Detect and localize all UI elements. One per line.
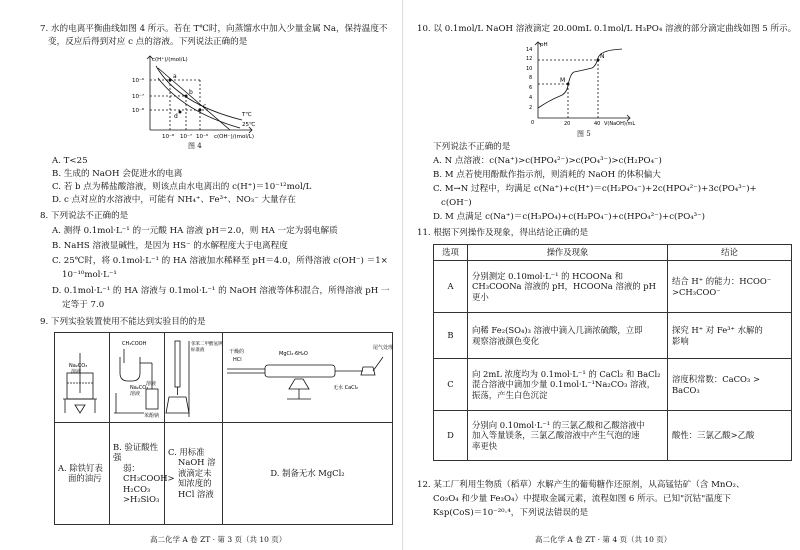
q11-row-c-op-line3: 振荡，产生白色沉淀 [472, 389, 548, 400]
q11-row-c-operation [468, 359, 668, 411]
q9-caption-a-line2: 面的油污 [68, 473, 102, 483]
q9-b-label2: Na₂CO₃ [130, 385, 149, 391]
q8-option-c: C. 25℃时，将 0.1mol·L⁻¹ 的 HA 溶液加水稀释至 pH＝4.0，所得溶液 c(OH⁻) ＝1× [52, 256, 388, 266]
q9-b-label4: 苯酚钠 [144, 413, 160, 419]
q7-y-label: c(H⁺)/(mol/L) [152, 57, 188, 63]
table-row [434, 359, 792, 411]
q11-row-b-operation [468, 313, 668, 359]
q10-titration-figure [520, 38, 640, 130]
q7-stem-line1: 7. 水的电离平衡曲线如图 4 所示。若在 T℃时，向蒸馏水中加入少量金属 Na，保持温度不 [40, 24, 388, 34]
q9-d-label5: 尾气处理 [373, 345, 394, 351]
q9-b-label5: 溶液 [146, 381, 157, 387]
q11-row-a-con-line1: 结合 H⁺ 的能力：HCOO⁻ [672, 276, 772, 286]
q11-row-d-con-line1: 酸性：三氯乙酸>乙酸 [672, 430, 755, 441]
q11-row-a-operation [468, 261, 668, 313]
q8-option-a: A. 测得 0.1mol·L⁻¹ 的一元酸 HA 溶液 pH＝2.0，则 HA 一定为弱电解质 [52, 226, 338, 236]
q11-row-b-conclusion [668, 313, 792, 359]
q9-d-label3: MgCl₂·6H₂O [279, 351, 308, 357]
q7-option-b: B. 生成的 NaOH 会促进水的电离 [52, 169, 183, 179]
q10-caption: 图 5 [577, 130, 591, 138]
q11-row-b-op-line2: 观察溶液颜色变化 [472, 335, 539, 346]
page-divider [402, 0, 403, 550]
q10-curve [538, 49, 622, 108]
q9-d-label4: 无水 CaCl₂ [333, 385, 359, 391]
q11-row-a-conclusion [668, 261, 792, 313]
q9-apparatus-table [54, 332, 393, 525]
q11-row-b-con-line2: 影响 [672, 335, 689, 346]
q8-stem: 8. 下列说法不正确的是 [40, 211, 129, 221]
q10-xtick-20: 20 [564, 121, 571, 127]
q11-stem: 11. 根据下列操作及现象，得出结论正确的是 [417, 228, 589, 238]
q7-point-c: c [203, 103, 207, 110]
q7-label-25: 25℃ [242, 122, 256, 128]
q9-b-label1: CH₃COOH [122, 341, 147, 347]
q8-option-b: B. NaHS 溶液显碱性，是因为 HS⁻ 的水解程度大于电离程度 [52, 241, 288, 251]
q8-option-c-cont: 10⁻¹⁰mol·L⁻¹ [62, 270, 117, 280]
q7-tick-x0: 10⁻⁸ [162, 134, 175, 140]
q9-stem: 9. 下列实验装置使用不能达到实验目的的是 [40, 317, 206, 327]
q8-option-d: D. 0.1mol·L⁻¹ 的 HA 溶液与 0.1mol·L⁻¹ 的 NaOH 溶液等体积混合，所得溶液 pH 一 [52, 286, 390, 296]
q10-option-c: C. M→N 过程中，均满足 c(Na⁺)+c(H⁺)＝c(H₂PO₄⁻)+2c(HPO₄²⁻)+3c(PO₄³⁻)+ [433, 184, 757, 194]
right-page [405, 0, 800, 550]
q10-option-c-cont: c(OH⁻) [441, 198, 472, 208]
q8-option-d-cont: 定等于 7.0 [62, 300, 105, 310]
table-row [434, 411, 792, 461]
q11-row-c-con-line1: 溶度积常数：CaCO₃ > [672, 374, 760, 384]
table-row [434, 261, 792, 313]
q10-ytick-10: 10 [526, 66, 533, 72]
q9-a-beaker-drawing [55, 333, 109, 419]
q9-apparatus-a [55, 333, 110, 423]
q9-apparatus-b [110, 333, 165, 423]
q7-tick-y0: 10⁻⁶ [132, 78, 145, 84]
q12-line3: Ksp(CoS)＝10⁻²⁰·⁴，下列说法错误的是 [433, 508, 589, 518]
left-footer: 高二化学 A 卷 ZT · 第 3 页（共 10 页） [150, 534, 287, 544]
q11-row-c-op-line1: 向 2mL 浓度均为 0.1mol·L⁻¹ 的 CaCl₂ 和 BaCl₂ [472, 368, 661, 379]
q10-y-label: pH [540, 42, 548, 48]
q9-b-label3: 溶液 [130, 391, 141, 397]
q11-row-d-option: D [434, 411, 468, 461]
q7-figure [130, 52, 270, 140]
q9-d-label2: HCl [233, 357, 242, 363]
q10-ytick-0: 0 [531, 120, 535, 126]
q9-c-label2: 标准液 [191, 348, 205, 353]
q9-d-apparatus-drawing [223, 333, 394, 419]
q9-caption-a [55, 422, 110, 524]
q11-row-b-option: B [434, 313, 468, 359]
q9-a-label1: Na₂CO₃ [69, 363, 88, 369]
q9-caption-c-line3: 液滴定未 [178, 467, 212, 478]
q9-caption-c-line5: HCl 溶液 [178, 488, 214, 499]
q10-ytick-6: 6 [529, 85, 533, 91]
q9-caption-b-line3: CH₃COOH> [123, 473, 175, 483]
q9-caption-c-line2: NaOH 溶 [178, 457, 216, 468]
q9-caption-b [110, 422, 175, 524]
q10-ytick-2: 2 [529, 105, 533, 111]
q10-intro: 下列说法不正确的是 [433, 142, 511, 152]
q9-caption-a-line1: A. 除铁钉表 [58, 462, 103, 473]
right-footer: 高二化学 A 卷 ZT · 第 4 页（共 10 页） [535, 534, 672, 544]
q11-header-row [434, 245, 792, 261]
q11-header-option: 选项 [434, 245, 468, 261]
q7-point-a: a [173, 73, 177, 80]
q11-header-operation: 操作及现象 [468, 245, 668, 261]
q11-row-a-con-line2: >CH₃COO⁻ [672, 286, 721, 297]
q11-row-d-operation [468, 411, 668, 461]
q9-d-label1: 干燥的 [229, 349, 245, 355]
q7-tick-x2: 10⁻⁶ [196, 134, 209, 140]
q9-caption-b-line2: 弱： [123, 462, 140, 473]
q9-caption-b-line1: B. 验证酸性强 [113, 441, 158, 462]
q9-caption-d-line1: D. 制备无水 MgCl₂ [270, 467, 345, 478]
q10-x-label: V(NaOH)/mL [604, 121, 636, 127]
q9-caption-c-line4: 知浓度的 [178, 478, 212, 489]
q11-row-b-con-line1: 探究 H⁺ 对 Fe³⁺ 水解的 [672, 325, 763, 335]
q10-ytick-12: 12 [526, 56, 533, 62]
q9-b-apparatus-drawing [110, 333, 164, 419]
q7-point-d: d [174, 113, 178, 120]
q11-row-a-option: A [434, 261, 468, 313]
q9-caption-b-line5: >H₂SiO₃ [123, 494, 160, 504]
q10-ytick-4: 4 [529, 95, 533, 101]
q12-line2: Co₃O₄ 和少量 Fe₃O₄）中提取金属元素，流程如图 6 所示。已知"沉钴"温度下 [433, 494, 731, 504]
q11-row-d-op-line1: 分别向 0.10mol·L⁻¹ 的三氯乙酸和乙酸溶液中 [472, 419, 645, 430]
q10-stem: 10. 以 0.1mol/L NaOH 溶液滴定 20.00mL 0.1mol/L H₃PO₄ 溶液的部分滴定曲线如图 5 所示。 [417, 24, 797, 34]
q11-row-d-op-line3: 率更快 [472, 440, 498, 451]
q11-row-b-op-line1: 向稀 Fe₂(SO₄)₃ 溶液中滴入几滴浓硫酸，立即 [472, 325, 643, 335]
q10-point-n: N [600, 53, 605, 60]
q11-row-c-conclusion [668, 359, 792, 411]
q7-option-d: D. c 点对应的水溶液中，可能有 NH₄⁺、Fe³⁺、NO₃⁻ 大量存在 [52, 195, 296, 205]
q11-row-d-op-line2: 加入等量镁条，三氯乙酸溶液中产生气泡的速 [472, 430, 640, 441]
q7-point-b: b [189, 89, 193, 96]
q7-diagonal [158, 68, 230, 130]
q10-option-a: A. N 点溶液：c(Na⁺)>c(HPO₄²⁻)>c(PO₄³⁻)>c(H₂PO₄⁻) [433, 156, 662, 166]
q10-ytick-14: 14 [526, 47, 533, 53]
q9-caption-d [223, 422, 393, 524]
q9-c-burette-drawing [165, 333, 221, 419]
q11-row-c-option: C [434, 359, 468, 411]
q7-tick-y1: 10⁻⁷ [132, 94, 145, 100]
q9-apparatus-d [223, 333, 393, 423]
q12-line1: 12. 某工厂利用生物质（稻草）水解产生的葡萄糖作还原剂，从高锰钴矿（含 MnO₂、 [417, 480, 745, 490]
q10-xtick-40: 40 [594, 121, 601, 127]
q7-tick-x1: 10⁻⁷ [180, 134, 193, 140]
q9-caption-b-line4: H₂CO₃ [123, 483, 151, 494]
q11-header-conclusion: 结论 [668, 245, 792, 261]
q10-ytick-8: 8 [529, 75, 533, 81]
q10-point-m: M [560, 77, 566, 84]
q9-a-label2: 溶液 [71, 369, 82, 375]
q9-c-label1: 邻苯二甲酸氢钾 [191, 342, 223, 347]
q11-row-c-op-line2: 混合溶液中滴加少量 0.1mol·L⁻¹Na₂CO₃ 溶液， [472, 379, 656, 390]
q7-tick-y2: 10⁻⁸ [132, 108, 145, 114]
q10-option-b: B. M 点若使用酚酞作指示剂，则消耗的 NaOH 的体积偏大 [433, 170, 661, 180]
q11-row-a-op-line2: CH₃COONa 溶液的 pH，HCOONa 溶液的 pH [472, 281, 656, 292]
q9-caption-c-line1: C. 用标准 [168, 446, 205, 457]
q7-stem-line2: 变，反应后得到对应 c 点的溶液。下列说法正确的是 [48, 37, 248, 47]
table-row [434, 313, 792, 359]
q11-row-c-con-line2: BaCO₃ [672, 384, 700, 395]
q11-table [433, 244, 792, 461]
q11-row-d-conclusion [668, 411, 792, 461]
q11-row-a-op-line1: 分别测定 0.10mol·L⁻¹ 的 HCOONa 和 [472, 270, 623, 281]
q9-apparatus-c [165, 333, 223, 423]
q7-label-T: T℃ [242, 112, 252, 118]
q7-x-label: c(OH⁻)/(mol/L) [214, 134, 254, 140]
q7-option-c: C. 若 b 点为稀盐酸溶液，则该点由水电离出的 c(H⁺)＝10⁻¹²mol/L [52, 182, 312, 192]
q10-option-d: D. M 点满足 c(Na⁺)＝c(H₃PO₄)+c(H₂PO₄⁻)+c(HPO₄²⁻)+c(PO₄³⁻) [433, 212, 706, 222]
q7-option-a: A. T<25 [52, 156, 88, 166]
q11-row-a-op-line3: 更小 [472, 291, 489, 302]
q7-caption: 图 4 [188, 142, 202, 150]
